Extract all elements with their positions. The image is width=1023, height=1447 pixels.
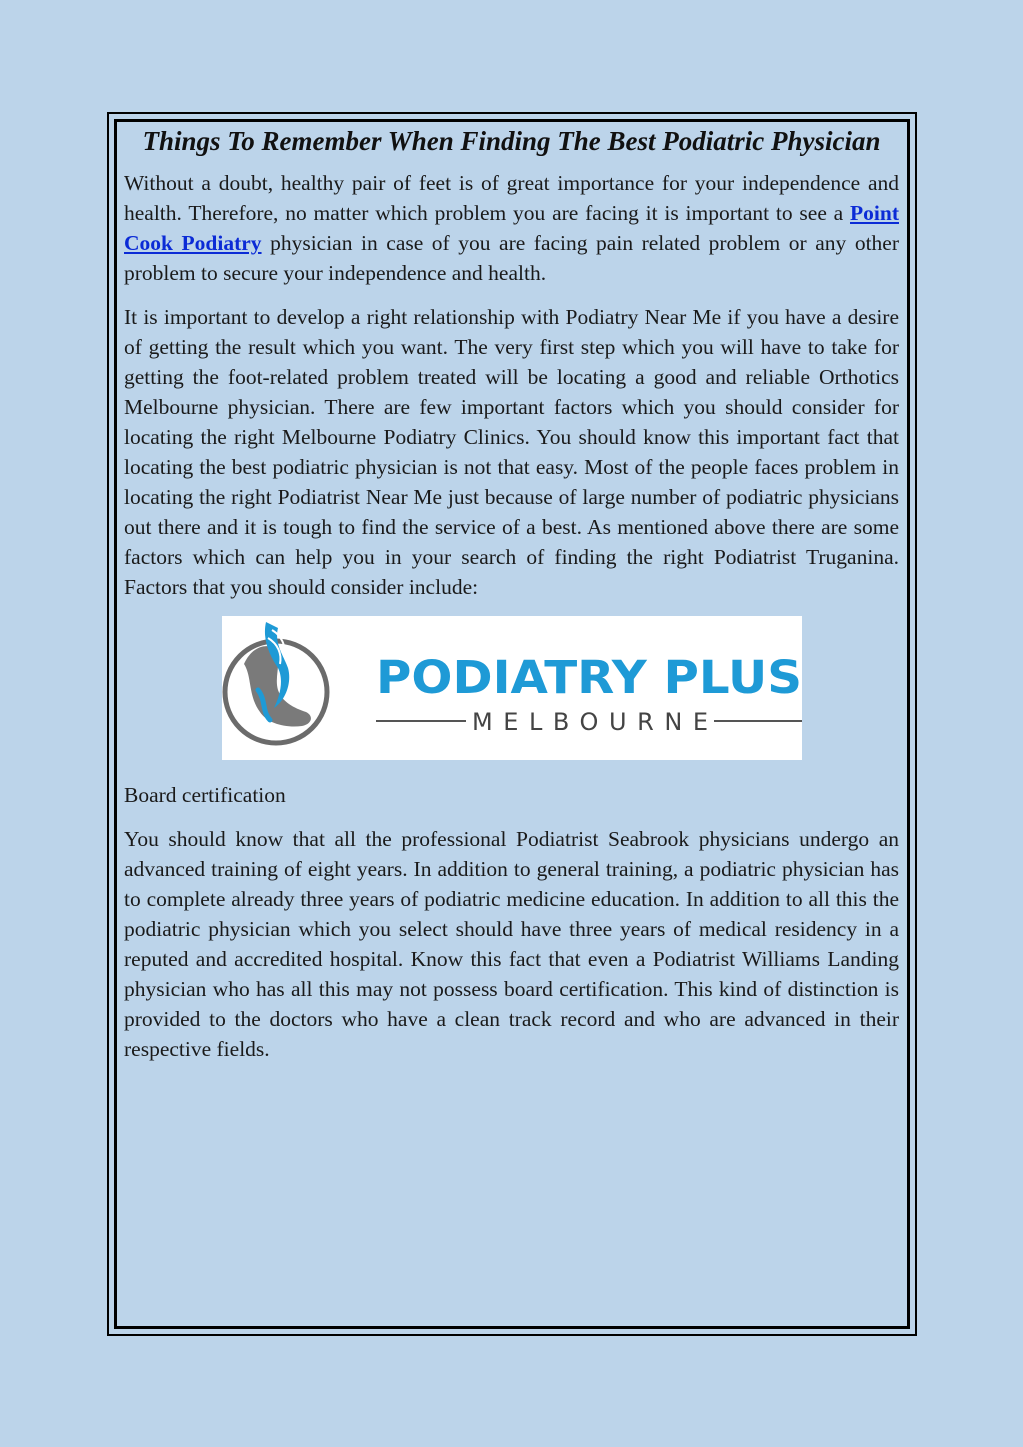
logo-brand-name: PODIATRY PLUS (375, 651, 802, 704)
document-body (124, 122, 899, 1064)
point-cook-podiatry-link[interactable]: Point Cook Podiatry (124, 201, 899, 255)
foot-emblem-icon (225, 622, 327, 743)
podiatry-plus-logo (222, 616, 802, 760)
document-title: Things To Remember When Finding The Best Podiatric Physician (142, 126, 881, 156)
board-certification-paragraph: You should know that all the professional Podiatrist Seabrook physicians undergo an advanced training of eight years. In addition to general training, a podiatric physician has to complete already three years of podiatric medicine education. In addition to all this the podiatric physician which you select should have three years of medical residency in a reputed and accredited hospital. Know this fact that even a Podiatrist Williams Landing physician who has all this may not possess board certification. This kind of distinction is provided to the doctors who have a clean track record and who are advanced in their respective fields. (124, 827, 899, 1061)
relationship-paragraph: It is important to develop a right relationship with Podiatry Near Me if you have a desire of getting the result which you want. The very first step which you will have to take for getting the foot-related problem treated will be locating a good and reliable Orthotics Melbourne physician. There are few important factors which you should consider for locating the right Melbourne Podiatry Clinics. You should know this important fact that locating the best podiatric physician is not that easy. Most of the people faces problem in locating the right Podiatrist Near Me just because of large number of podiatric physicians out there and it is tough to find the service of a best. As mentioned above there are some factors which can help you in your search of finding the right Podiatrist Truganina. Factors that you should consider include: (124, 305, 899, 599)
logo-sub-name: MELBOURNE (471, 708, 708, 736)
intro-paragraph (124, 168, 899, 288)
section-heading-board-certification: Board certification (124, 783, 286, 807)
intro-text-before-link: Without a doubt, healthy pair of feet is of great importance for your independence and health. Therefore, no matter which problem you are facing it is important to see a (124, 171, 899, 225)
intro-text-after-link: physician in case of you are facing pain related problem or any other problem to secure your independence and health. (124, 231, 900, 285)
